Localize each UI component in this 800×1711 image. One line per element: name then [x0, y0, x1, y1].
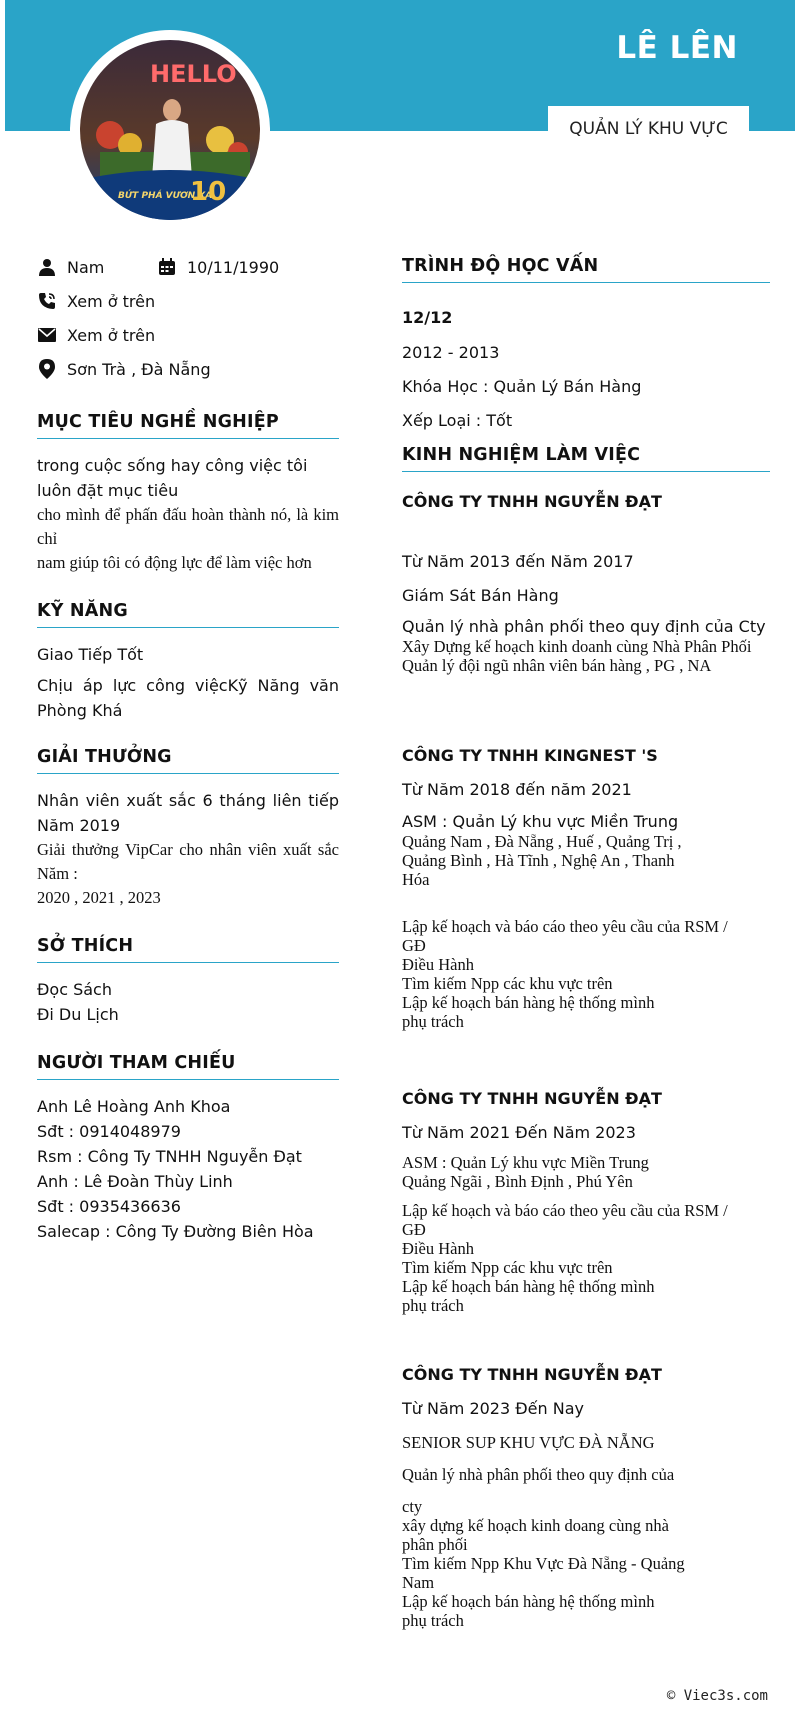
- right-column: [402, 250, 770, 1630]
- job-3-position-area: ASM : Quản Lý khu vực Miền Trung Quảng Ngãi , Bình Định , Phú Yên: [402, 1153, 649, 1191]
- copyright: © Viec3s.com: [666, 1688, 768, 1704]
- job-3-duties: Lập kế hoạch và báo cáo theo yêu cầu của RSM / GĐ Điều Hành Tìm kiếm Npp các khu vực trên Lập kế hoạch bán hàng hệ thống mình phụ trách: [402, 1201, 728, 1315]
- candidate-name: LÊ LÊN: [616, 30, 738, 66]
- job-3-period: Từ Năm 2021 Đến Năm 2023: [402, 1123, 636, 1142]
- job-role-text: QUẢN LÝ KHU VỰC: [569, 119, 728, 139]
- mail-icon: [37, 325, 57, 345]
- neon-sign: HELLO: [150, 60, 237, 88]
- job-1-duty-main: Quản lý nhà phân phối theo quy định của Cty: [402, 617, 766, 636]
- skill-item-2: Chịu áp lực công việcKỹ Năng văn Phòng Khá: [37, 676, 339, 720]
- experience-title: KINH NGHIỆM LÀM VIỆC: [402, 445, 770, 472]
- info-gender-dob: [37, 250, 339, 284]
- objective-line-3: nam giúp tôi có động lực để làm việc hơn: [37, 553, 312, 572]
- info-phone: [37, 284, 339, 318]
- references-title: NGƯỜI THAM CHIẾU: [37, 1053, 339, 1080]
- awards-title: GIẢI THƯỞNG: [37, 747, 339, 774]
- phone-value: Xem ở trên: [67, 291, 156, 311]
- address-value: Sơn Trà , Đà Nẵng: [67, 359, 211, 379]
- reference-line: Rsm : Công Ty TNHH Nguyễn Đạt: [37, 1147, 302, 1166]
- job-3-company: CÔNG TY TNHH NGUYỄN ĐẠT: [402, 1089, 662, 1108]
- email-value: Xem ở trên: [67, 325, 156, 345]
- left-column: [37, 250, 339, 1244]
- info-address: [37, 352, 339, 386]
- job-4-duty-main: Quản lý nhà phân phối theo quy định của: [402, 1465, 675, 1484]
- objective-line-1: trong cuộc sống hay công việc tôi luôn đặt mục tiêu: [37, 456, 308, 500]
- award-line-2: Giải thưởng VipCar cho nhân viên xuất sắc Năm :: [37, 840, 339, 883]
- location-pin-icon: [37, 359, 57, 379]
- education-years: 2012 - 2013: [402, 343, 500, 362]
- info-email: [37, 318, 339, 352]
- gender: Nam: [67, 257, 105, 277]
- reference-line: Salecap : Công Ty Đường Biên Hòa: [37, 1222, 314, 1241]
- phone-icon: [37, 291, 57, 311]
- objective-line-2: cho mình để phấn đấu hoàn thành nó, là kim chỉ: [37, 505, 339, 548]
- hobbies-title: SỞ THÍCH: [37, 936, 339, 963]
- reference-line: Sđt : 0914048979: [37, 1122, 181, 1141]
- job-2-company: CÔNG TY TNHH KINGNEST 'S: [402, 746, 658, 765]
- hobby-item-2: Đi Du Lịch: [37, 1005, 119, 1024]
- svg-text:10: 10: [190, 177, 227, 207]
- job-1-duties: Xây Dựng kế hoạch kinh doanh cùng Nhà Phân Phối Quản lý đội ngũ nhân viên bán hàng , PG , NA: [402, 637, 752, 675]
- avatar-photo: [80, 40, 260, 220]
- job-1-position: Giám Sát Bán Hàng: [402, 586, 559, 605]
- job-1-company: CÔNG TY TNHH NGUYỄN ĐẠT: [402, 492, 662, 511]
- job-4-position: SENIOR SUP KHU VỰC ĐÀ NẴNG: [402, 1433, 655, 1452]
- job-2-period: Từ Năm 2018 đến năm 2021: [402, 780, 632, 799]
- education-grade: Xếp Loại : Tốt: [402, 411, 513, 430]
- objective-title: MỤC TIÊU NGHỀ NGHIỆP: [37, 412, 339, 439]
- avatar-badge: BỨT PHÁ VƯƠN XA: [118, 191, 213, 201]
- avatar: [80, 40, 260, 220]
- education-course: Khóa Học : Quản Lý Bán Hàng: [402, 377, 642, 396]
- reference-line: Sđt : 0935436636: [37, 1197, 181, 1216]
- skill-item-1: Giao Tiếp Tốt: [37, 645, 144, 664]
- job-2-duties: Lập kế hoạch và báo cáo theo yêu cầu của RSM / GĐ Điều Hành Tìm kiếm Npp các khu vực trên Lập kế hoạch bán hàng hệ thống mình phụ trách: [402, 917, 728, 1031]
- reference-line: Anh Lê Hoàng Anh Khoa: [37, 1097, 231, 1116]
- job-2-position: ASM : Quản Lý khu vực Miền Trung: [402, 812, 679, 831]
- skills-title: KỸ NĂNG: [37, 601, 339, 628]
- date-of-birth: 10/11/1990: [187, 257, 280, 277]
- award-line-3: 2020 , 2021 , 2023: [37, 888, 161, 907]
- user-icon: [37, 257, 57, 277]
- calendar-icon: [157, 257, 177, 277]
- reference-line: Anh : Lê Đoàn Thùy Linh: [37, 1172, 233, 1191]
- job-role: [548, 106, 749, 152]
- education-level: 12/12: [402, 308, 453, 327]
- job-2-area: Quảng Nam , Đà Nẵng , Huế , Quảng Trị , Quảng Bình , Hà Tĩnh , Nghệ An , Thanh Hóa: [402, 832, 682, 889]
- education-title: TRÌNH ĐỘ HỌC VẤN: [402, 256, 770, 283]
- hobby-item-1: Đọc Sách: [37, 980, 112, 999]
- job-4-period: Từ Năm 2023 Đến Nay: [402, 1399, 584, 1418]
- job-4-company: CÔNG TY TNHH NGUYỄN ĐẠT: [402, 1365, 662, 1384]
- job-4-duties: cty xây dựng kế hoạch kinh doang cùng nhà phân phối Tìm kiếm Npp Khu Vực Đà Nẵng - Quảng Nam Lập kế hoạch bán hàng hệ thống mình phụ trách: [402, 1497, 685, 1630]
- job-1-period: Từ Năm 2013 đến Năm 2017: [402, 552, 634, 571]
- award-line-1: Nhân viên xuất sắc 6 tháng liên tiếp Năm 2019: [37, 791, 339, 835]
